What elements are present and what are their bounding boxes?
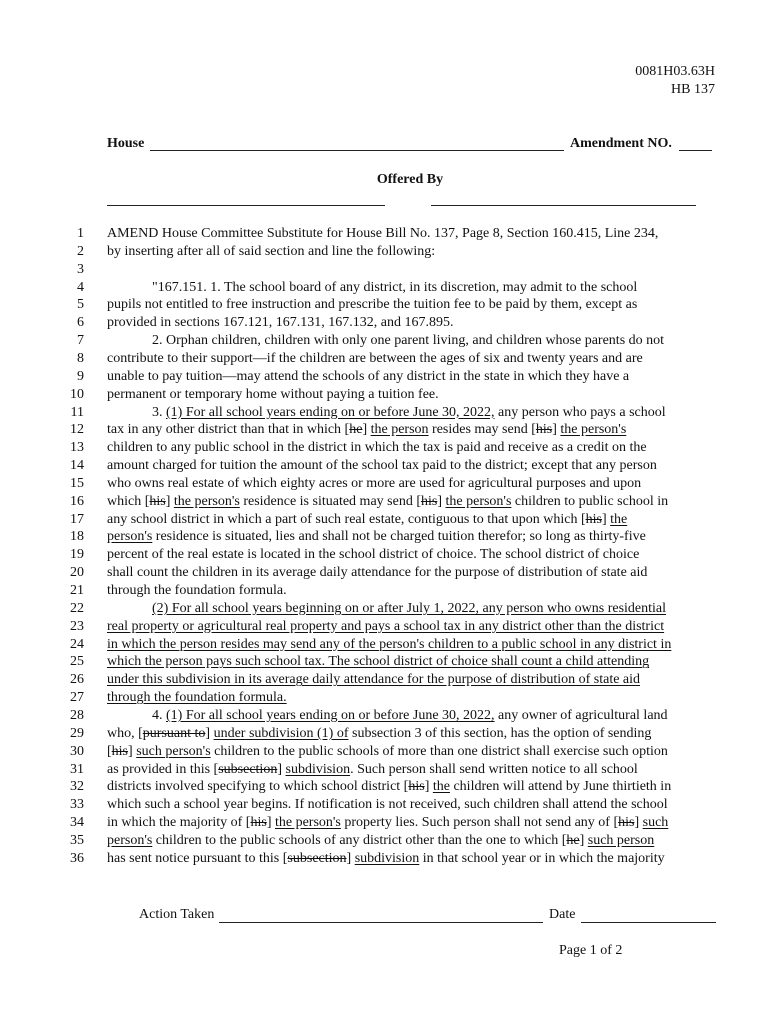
line-text — [107, 476, 641, 492]
text-segment: percent of the real estate is located in the school district of choice. The school district of choice — [107, 547, 640, 563]
line-text — [107, 654, 649, 670]
offered-by-label: Offered By — [376, 172, 444, 187]
line-number: 10 — [70, 386, 84, 402]
text-segment: residence is situated, lies and shall not be charged tuition therefor; so long as thirty-five — [152, 529, 646, 545]
text-segment: in that school year or in which the majority — [419, 850, 665, 866]
line-number: 8 — [77, 350, 84, 366]
deleted-text: his — [250, 815, 267, 831]
inserted-text: subdivision — [285, 761, 351, 777]
inserted-text: (2) For all school years beginning on or after July 1, 2022, any person who owns residential — [152, 600, 667, 616]
deleted-text: his — [535, 422, 553, 438]
text-segment: which such a school year begins. If notification is not received, such children shall attend the school — [107, 797, 668, 813]
deleted-text: his — [111, 743, 129, 759]
inserted-text: the — [432, 779, 450, 795]
text-segment: districts involved specifying to which school district [ — [107, 779, 409, 795]
deleted-text: his — [149, 493, 166, 509]
line-text — [107, 619, 664, 635]
text-segment: permanent or temporary home without paying a tuition fee. — [107, 386, 439, 402]
text-segment: in which the majority of [ — [107, 815, 251, 831]
text-segment: unable to pay tuition—may attend the schools of any district in the state in which they have a — [107, 368, 630, 384]
amendment-label: Amendment NO. — [570, 136, 672, 151]
text-segment: ] — [552, 422, 561, 438]
house-blank — [150, 150, 564, 151]
text-segment: ] — [346, 850, 355, 866]
deleted-text: he — [349, 422, 363, 438]
line-number: 15 — [70, 475, 84, 491]
line-number: 2 — [77, 243, 84, 259]
text-segment: residence is situated may send [ — [239, 493, 421, 509]
line-text — [107, 244, 435, 260]
deleted-text: his — [420, 493, 438, 509]
bill-number: HB 137 — [671, 82, 715, 97]
line-number: 7 — [77, 333, 84, 349]
text-segment: ] — [165, 493, 174, 509]
text-segment: children to public school in — [511, 493, 669, 509]
text-segment: amount charged for tuition the amount of the school tax paid to the district; except that any person — [107, 458, 657, 474]
deleted-text: his — [585, 511, 602, 527]
text-segment: 3. — [152, 404, 166, 420]
line-text — [107, 601, 666, 617]
text-segment: which [ — [107, 493, 150, 509]
line-number: 22 — [70, 600, 84, 616]
line-text — [107, 547, 639, 563]
inserted-text: the person's — [173, 493, 240, 509]
text-segment: children to the public schools of any district other than the one to which [ — [152, 832, 567, 848]
text-segment: . Such person shall send written notice to all school — [350, 761, 638, 777]
inserted-text: person's — [107, 529, 153, 545]
inserted-text: real property or agricultural real property and pays a school tax in any district other than the district — [107, 618, 665, 634]
line-number: 25 — [70, 654, 84, 670]
text-segment: as provided in this [ — [107, 761, 219, 777]
inserted-text: the person's — [445, 493, 512, 509]
line-text — [107, 387, 439, 403]
text-segment: property lies. Such person shall not send any of [ — [340, 815, 619, 831]
line-number: 13 — [70, 440, 84, 456]
line-text — [107, 422, 626, 438]
date-label: Date — [549, 907, 576, 922]
inserted-text: (1) For all school years ending on or before June 30, 2022, — [166, 404, 495, 420]
text-segment: ] — [601, 511, 611, 527]
text-segment: [ — [107, 743, 112, 759]
amendment-number-blank — [679, 150, 712, 151]
line-number: 19 — [70, 547, 84, 563]
line-text — [107, 726, 651, 742]
line-number: 20 — [70, 565, 84, 581]
text-segment: ] — [634, 815, 643, 831]
line-number: 14 — [70, 458, 84, 474]
text-segment: through the foundation formula. — [107, 583, 287, 598]
line-number: 1 — [77, 226, 84, 241]
text-segment: resides may send [ — [428, 422, 536, 438]
line-text — [107, 315, 453, 331]
sponsor-blank-2 — [431, 205, 696, 206]
text-segment: 2. Orphan children, children with only one parent living, and children whose parents do not — [152, 333, 665, 349]
line-number: 23 — [70, 618, 84, 634]
line-text — [107, 280, 637, 296]
text-segment: "167.151. 1. The school board of any district, in its discretion, may admit to the school — [152, 279, 638, 295]
text-segment: ] — [579, 832, 588, 848]
deleted-text: subsection — [287, 850, 347, 866]
line-number: 18 — [70, 529, 84, 545]
line-number: 31 — [70, 761, 84, 777]
inserted-text: person's — [107, 832, 153, 848]
line-number: 21 — [70, 583, 84, 598]
line-text — [107, 708, 668, 724]
line-text — [107, 815, 668, 831]
document-code: 0081H03.63H — [635, 64, 715, 79]
line-number: 29 — [70, 725, 84, 741]
line-number: 33 — [70, 797, 84, 813]
line-number: 5 — [77, 297, 84, 313]
line-text — [107, 672, 640, 688]
text-segment: tax in any other district than that in which [ — [107, 422, 350, 438]
line-text — [107, 565, 647, 581]
line-text — [107, 744, 668, 760]
inserted-text: such — [642, 815, 669, 831]
line-number: 16 — [70, 493, 84, 509]
line-text — [107, 333, 664, 349]
inserted-text: through the foundation formula. — [107, 690, 287, 706]
line-text — [107, 494, 668, 510]
line-text — [107, 369, 629, 385]
text-segment: any person who pays a school — [494, 404, 666, 420]
line-text — [107, 690, 287, 706]
text-segment: ] — [437, 493, 446, 509]
action-taken-blank — [219, 922, 543, 923]
line-text — [107, 583, 287, 599]
inserted-text: such person's — [136, 743, 211, 759]
line-text — [107, 512, 627, 528]
line-text — [107, 529, 646, 545]
inserted-text: the person's — [560, 422, 627, 438]
inserted-text: under this subdivision in its average daily attendance for the purpose of distribution of state aid — [107, 672, 641, 688]
deleted-text: subsection — [218, 761, 278, 777]
text-segment: children will attend by June thirtieth in — [449, 779, 672, 795]
line-number: 17 — [70, 511, 84, 527]
line-number: 11 — [70, 404, 84, 420]
line-text — [107, 851, 665, 867]
text-segment: shall count the children in its average daily attendance for the purpose of distribution of state aid — [107, 565, 648, 581]
text-segment: ] — [266, 815, 275, 831]
text-segment: contribute to their support—if the children are between the ages of six and twenty years and are — [107, 350, 643, 366]
text-segment: ] — [424, 779, 433, 795]
text-segment: ] — [128, 743, 137, 759]
inserted-text: subdivision — [354, 850, 420, 866]
inserted-text: (1) For all school years ending on or before June 30, 2022, — [166, 707, 495, 723]
text-segment: by inserting after all of said section and line the following: — [107, 243, 436, 259]
line-number: 27 — [70, 690, 84, 706]
text-segment: pupils not entitled to free instruction and prescribe the tuition fee to be paid by them, except as — [107, 297, 638, 313]
page-number: Page 1 of 2 — [559, 943, 623, 958]
line-text — [107, 458, 657, 474]
text-segment: children to any public school in the district in which the tax is paid and receive as a credit on the — [107, 440, 647, 456]
line-text — [107, 351, 643, 367]
line-number: 4 — [77, 279, 84, 295]
inserted-text: the person — [370, 422, 429, 438]
line-number: 3 — [77, 261, 84, 277]
line-text — [107, 440, 647, 456]
inserted-text: the — [610, 511, 628, 527]
line-number: 24 — [70, 636, 84, 652]
line-number: 32 — [70, 779, 84, 795]
line-text — [107, 762, 638, 778]
inserted-text: such person — [587, 832, 655, 848]
text-segment: any owner of agricultural land — [494, 707, 668, 723]
line-number: 36 — [70, 850, 84, 866]
inserted-text: which the person pays such school tax. The school district of choice shall count a child attending — [107, 654, 650, 670]
deleted-text: he — [566, 832, 580, 848]
text-segment: ] — [362, 422, 371, 438]
line-text — [107, 779, 671, 795]
line-text — [107, 637, 671, 653]
line-text — [107, 797, 668, 813]
line-number: 26 — [70, 672, 84, 688]
text-segment: ] — [205, 725, 214, 741]
deleted-text: pursuant to — [142, 725, 206, 741]
text-segment: AMEND House Committee Substitute for House Bill No. 137, Page 8, Section 160.415, Line 234, — [107, 226, 659, 241]
line-number: 28 — [70, 707, 84, 723]
line-number: 34 — [70, 815, 84, 831]
line-number: 6 — [77, 315, 84, 331]
text-segment: has sent notice pursuant to this [ — [107, 850, 288, 866]
text-segment: provided in sections 167.121, 167.131, 167.132, and 167.895. — [107, 315, 454, 331]
deleted-text: his — [618, 815, 635, 831]
sponsor-blank-1 — [107, 205, 385, 206]
house-label: House — [107, 136, 145, 151]
line-text — [107, 405, 666, 421]
text-segment: 4. — [152, 707, 166, 723]
inserted-text: the person's — [274, 815, 341, 831]
line-text — [107, 833, 654, 849]
line-text — [107, 297, 637, 313]
inserted-text: under subdivision (1) of — [213, 725, 349, 741]
text-segment: who, [ — [107, 725, 143, 741]
line-number: 30 — [70, 743, 84, 759]
text-segment: ] — [277, 761, 286, 777]
line-number: 9 — [77, 368, 84, 384]
text-segment: children to the public schools of more than one district shall exercise such option — [210, 743, 668, 759]
line-number: 35 — [70, 832, 84, 848]
text-segment: any school district in which a part of such real estate, contiguous to that upon which [ — [107, 511, 586, 527]
line-number: 12 — [70, 422, 84, 438]
deleted-text: his — [408, 779, 425, 795]
date-blank — [581, 922, 716, 923]
text-segment: subsection 3 of this section, has the option of sending — [348, 725, 652, 741]
inserted-text: in which the person resides may send any of the person's children to a public school in any district in — [107, 636, 672, 652]
action-taken-label: Action Taken — [139, 907, 215, 922]
line-text — [107, 226, 658, 242]
text-segment: who owns real estate of which eighty acres or more are used for agricultural purposes and upon — [107, 475, 642, 491]
